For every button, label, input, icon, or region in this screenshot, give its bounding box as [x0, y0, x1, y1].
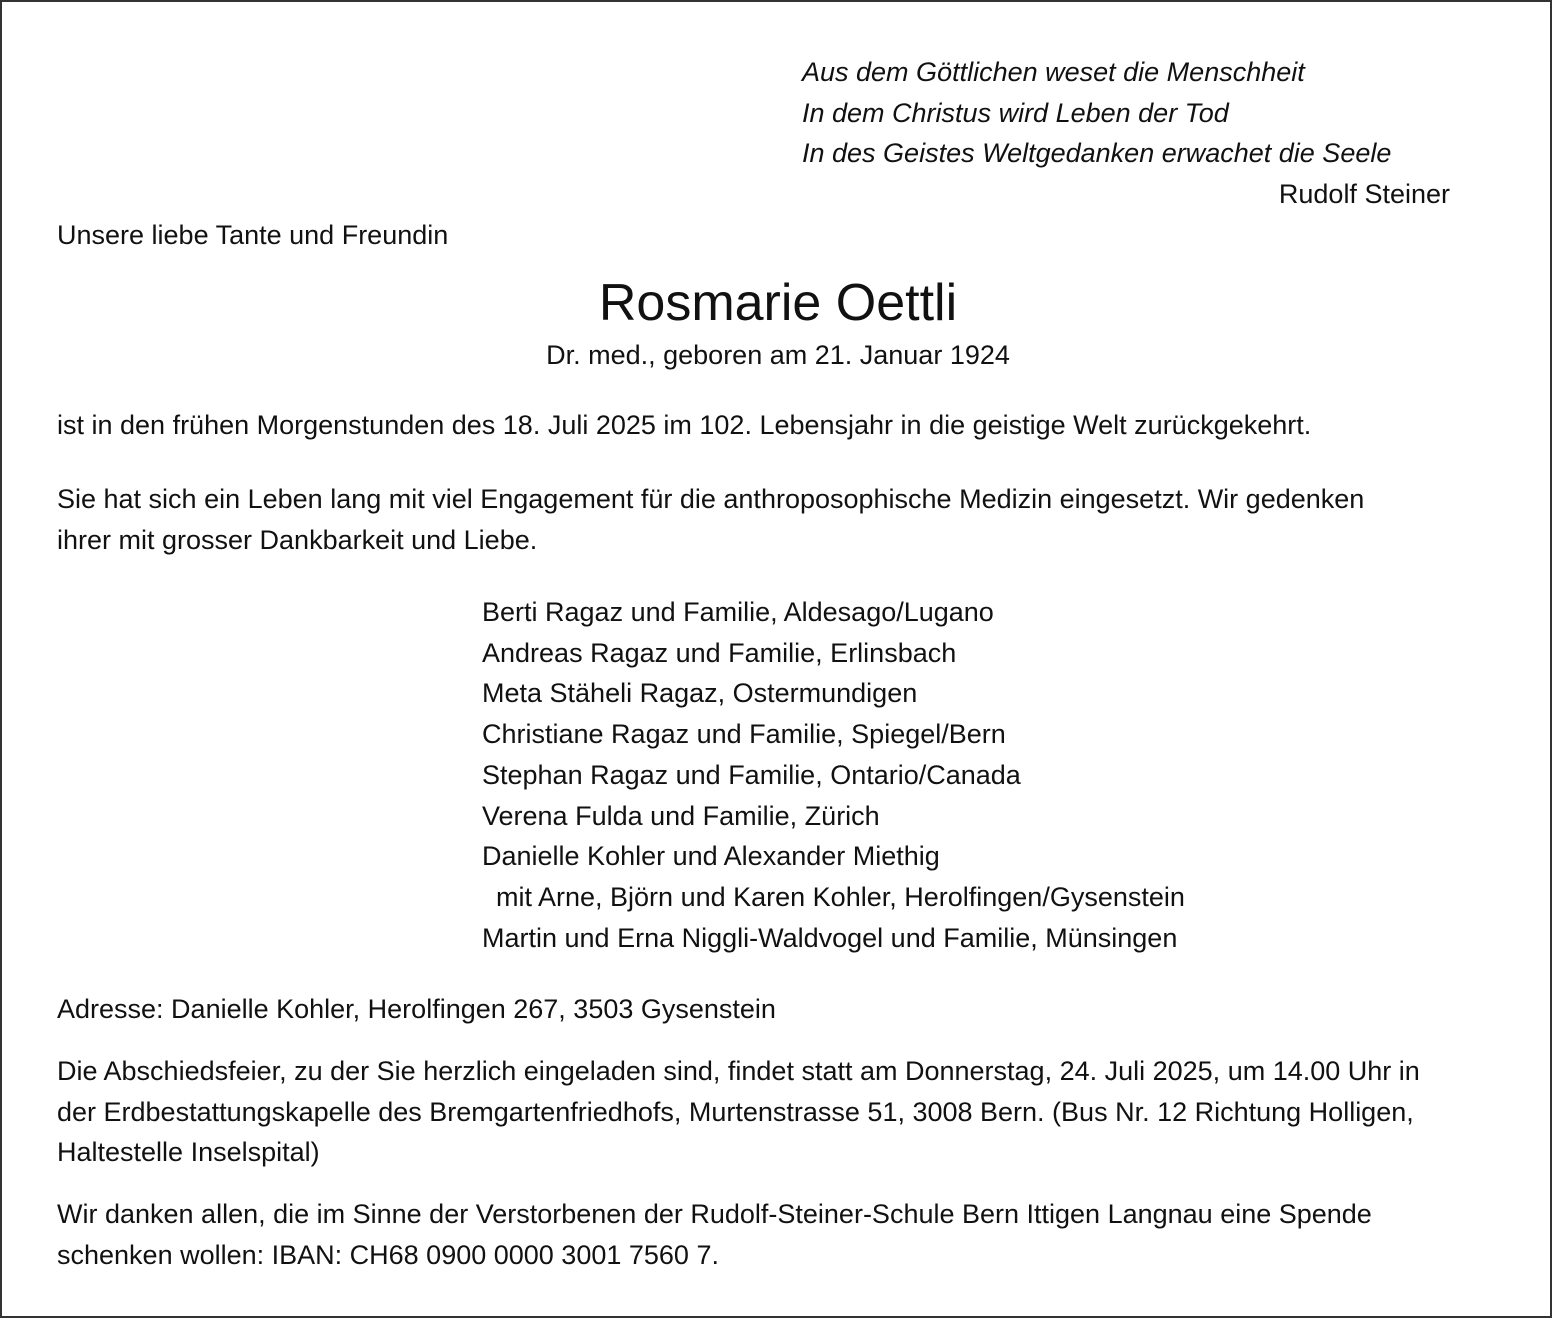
mourner-entry: Andreas Ragaz und Familie, Erlinsbach — [482, 637, 957, 668]
motto-author: Rudolf Steiner — [1278, 179, 1450, 209]
mourner-entry: Verena Fulda und Familie, Zürich — [482, 800, 880, 831]
mourner-entry: Christiane Ragaz und Familie, Spiegel/Bern — [482, 719, 1006, 750]
address-paragraph — [57, 989, 1507, 1030]
ceremony-line: Die Abschiedsfeier, zu der Sie herzlich eingeladen sind, findet statt am Donnerstag, 24. Juli 2025, um 14.00 Uhr in — [57, 1056, 1420, 1086]
announcement-paragraph — [57, 405, 1507, 446]
mourner-entry: Stephan Ragaz und Familie, Ontario/Canada — [482, 759, 1021, 790]
announcement-line: ist in den frühen Morgenstunden des 18. Juli 2025 im 102. Lebensjahr in die geistige Welt zurückgekehrt. — [57, 410, 1312, 440]
mourner-entry: Meta Stäheli Ragaz, Ostermundigen — [482, 678, 918, 709]
motto-quote — [802, 52, 1391, 174]
address-line: Adresse: Danielle Kohler, Herolfingen 267, 3503 Gysenstein — [57, 994, 776, 1024]
tribute-line: ihrer mit grosser Dankbarkeit und Liebe. — [57, 524, 538, 555]
donation-line: schenken wollen: IBAN: CH68 0900 0000 3001 7560 7. — [57, 1239, 719, 1270]
ceremony-line: Haltestelle Inselspital) — [57, 1137, 320, 1167]
tribute-paragraph — [57, 479, 1507, 560]
mourner-entry: Martin und Erna Niggli-Waldvogel und Familie, Münsingen — [482, 922, 1178, 953]
deceased-subtitle: Dr. med., geboren am 21. Januar 1924 — [546, 340, 1010, 370]
donation-paragraph — [57, 1194, 1507, 1275]
mourner-entry: Berti Ragaz und Familie, Aldesago/Lugano — [482, 597, 994, 627]
deceased-name: Rosmarie Oettli — [598, 274, 958, 332]
motto-line: Aus dem Göttlichen weset die Menschheit — [802, 57, 1305, 87]
ceremony-line: der Erdbestattungskapelle des Bremgartenfriedhofs, Murtenstrasse 51, 3008 Bern. (Bus Nr. 12 Richtung Holligen, — [57, 1096, 1414, 1127]
mourner-entry-continuation: mit Arne, Björn und Karen Kohler, Herolfingen/Gysenstein — [496, 881, 1185, 912]
motto-line: In des Geistes Weltgedanken erwachet die Seele — [802, 138, 1392, 168]
mourner-entry: Danielle Kohler und Alexander Miethig — [482, 841, 940, 872]
tribute-line: Sie hat sich ein Leben lang mit viel Engagement für die anthroposophische Medizin eingesetzt. Wir gedenken — [57, 484, 1365, 514]
intro-line: Unsere liebe Tante und Freundin — [57, 220, 449, 250]
donation-line: Wir danken allen, die im Sinne der Verstorbenen der Rudolf-Steiner-Schule Bern Ittigen Langnau eine Spende — [57, 1199, 1372, 1229]
mourners-list — [482, 592, 1185, 958]
motto-line: In dem Christus wird Leben der Tod — [802, 97, 1229, 128]
ceremony-paragraph — [57, 1051, 1507, 1173]
